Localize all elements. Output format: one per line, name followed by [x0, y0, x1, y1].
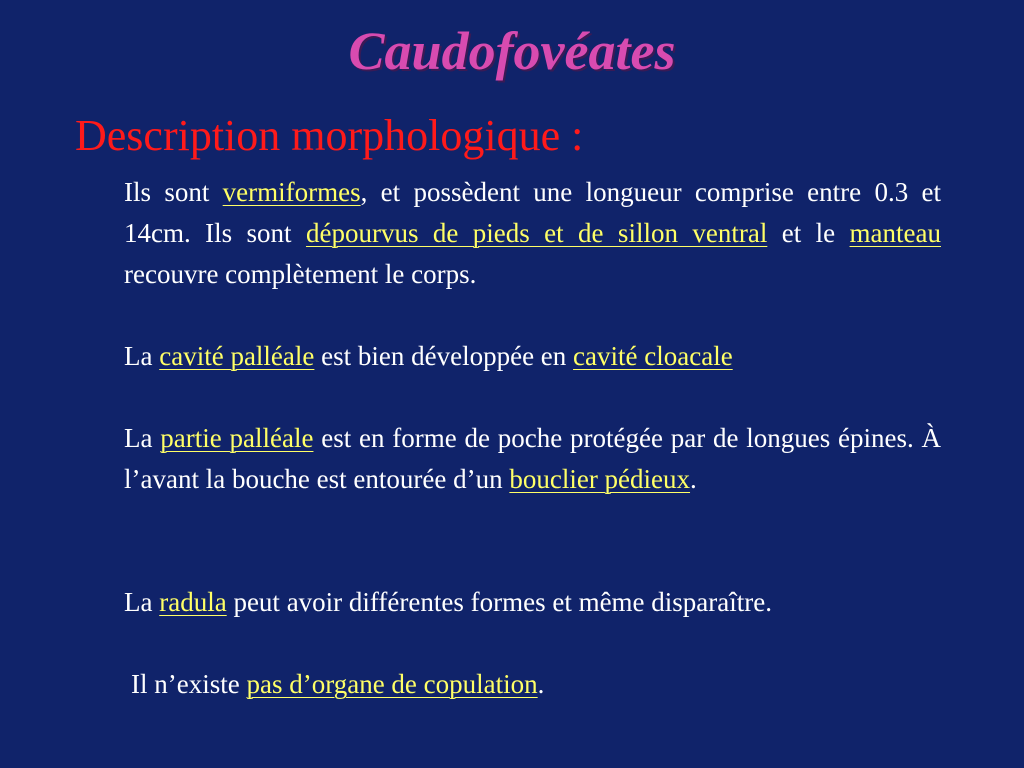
text-run: Ils sont [124, 177, 223, 207]
text-run: La [124, 341, 160, 371]
highlight-term: bouclier pédieux [509, 464, 691, 494]
paragraph-radula [124, 582, 941, 623]
highlight-term: radula [159, 587, 227, 617]
text-run: . [537, 669, 545, 699]
highlight-term: partie palléale [160, 423, 314, 453]
text-run: Il n’existe [131, 669, 247, 699]
paragraph-copulation [131, 664, 948, 705]
highlight-term: cavité cloacale [573, 341, 733, 371]
text-run: , et possèdent une longueur comprise entre 0.3 et 14cm. Ils sont [124, 177, 941, 248]
slide-subtitle: Description morphologique : [75, 111, 584, 160]
text-run: La [124, 587, 160, 617]
text-run: est bien développée en [314, 341, 574, 371]
highlight-term: pas d’organe de copulation [246, 669, 538, 699]
text-run: et le [767, 218, 850, 248]
text-run: peut avoir différentes formes et même disparaître. [226, 587, 772, 617]
text-run: recouvre complètement le corps. [124, 259, 477, 289]
paragraph-body-shape [124, 172, 941, 295]
paragraph-pallial-cavity [124, 336, 941, 377]
text-run: La [124, 423, 161, 453]
paragraph-pallial-part [124, 418, 941, 500]
highlight-term: vermiformes [222, 177, 361, 207]
text-run: . [690, 464, 697, 494]
highlight-term: manteau [849, 218, 941, 248]
highlight-term: dépourvus de pieds et de sillon ventral [305, 218, 768, 248]
text-run: est en forme de poche protégée par de longues épines. À l’avant la bouche est entourée d’un [124, 423, 941, 494]
slide-title: Caudofovéates [348, 21, 676, 81]
highlight-term: cavité palléale [159, 341, 315, 371]
